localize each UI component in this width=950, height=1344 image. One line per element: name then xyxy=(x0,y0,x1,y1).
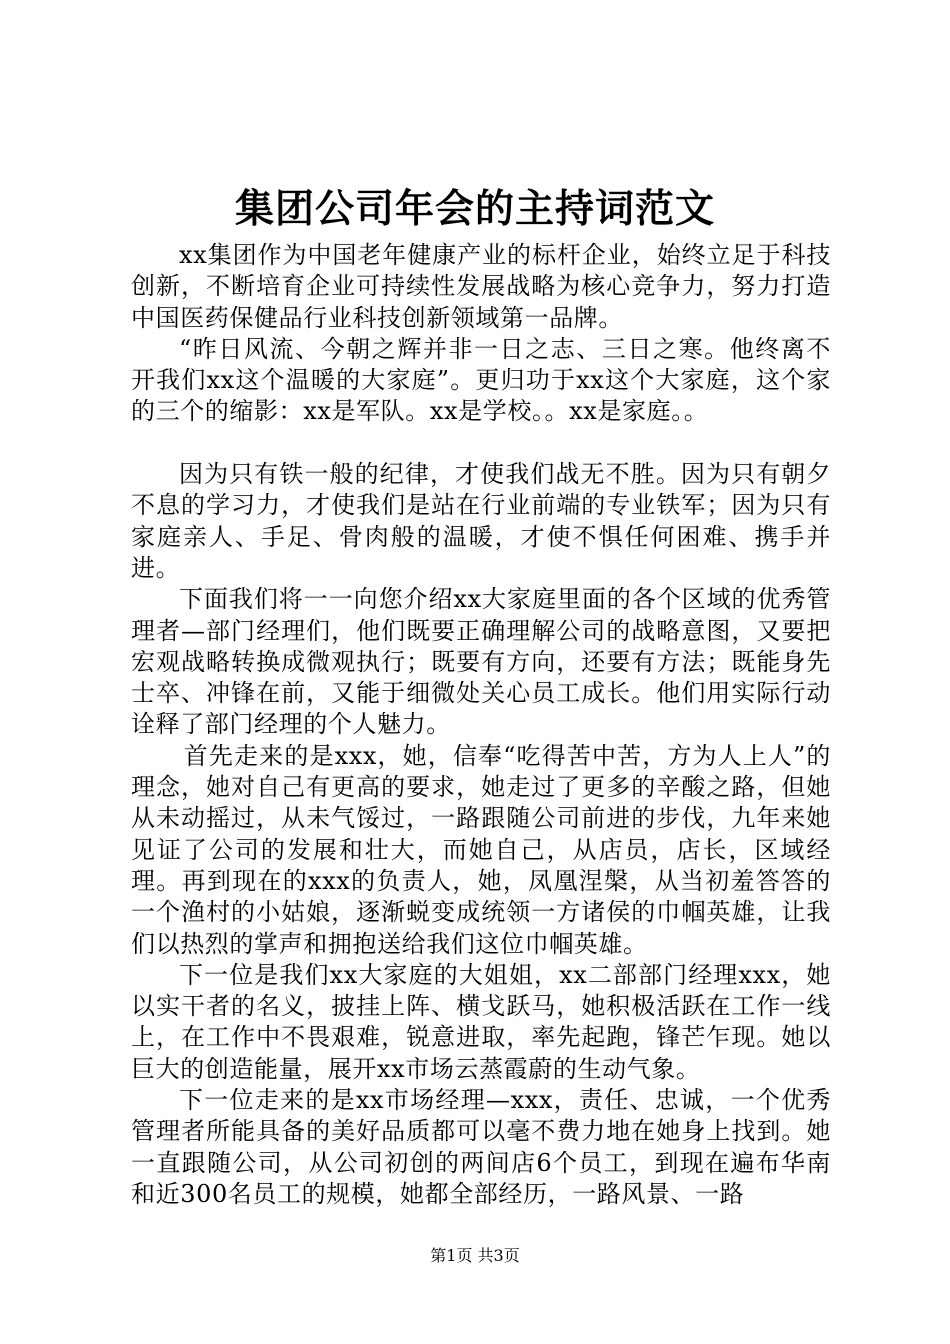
page-number-footer: 第1页 共3页 xyxy=(430,1246,520,1265)
paragraph-quote: “昨日风流、今朝之辉并非一日之志、三日之寒。他终离不开我们xx这个温暖的大家庭”。更归功于xx这个大家庭，这个家的三个的缩影：xx是军队。xx是学校。。xx是家庭。。 xyxy=(131,334,831,426)
blank-line xyxy=(131,428,831,459)
paragraph-first-manager: 首先走来的是xxx，她，信奉“吃得苦中苦，方为人上人”的理念，她对自己有更高的要求，她走过了更多的辛酸之路，但她从未动摇过，从未气馁过，一路跟随公司前进的步伐，九年来她见证了公司的发展和壮大，而她自己，从店员，店长，区域经理。再到现在的xxx的负责人，她，凤凰涅槃，从当初羞答答的一个渔村的小姑娘，逐渐蜕变成统领一方诸侯的巾帼英雄，让我们以热烈的掌声和拥抱送给我们这位巾帼英雄。 xyxy=(131,741,831,958)
paragraph-discipline: 因为只有铁一般的纪律，才使我们战无不胜。因为只有朝夕不息的学习力，才使我们是站在行业前端的专业铁军；因为只有家庭亲人、手足、骨肉般的温暖，才使不惧任何困难、携手并进。 xyxy=(131,460,831,582)
document-title: 集团公司年会的主持词范文 xyxy=(234,186,715,232)
paragraph-second-manager: 下一位是我们xx大家庭的大姐姐，xx二部部门经理xxx，她以实干者的名义，披挂上阵、横戈跃马，她积极活跃在工作一线上，在工作中不畏艰难，锐意进取，率先起跑，锋芒乍现。她以巨大的创造能量，展开xx市场云蒸霞蔚的生动气象。 xyxy=(131,960,831,1083)
paragraph-intro: xx集团作为中国老年健康产业的标杆企业，始终立足于科技创新，不断培育企业可持续性发展战略为核心竞争力，努力打造中国医药保健品行业科技创新领域第一品牌。 xyxy=(131,241,831,332)
document-body xyxy=(131,240,831,1210)
paragraph-managers-intro: 下面我们将一一向您介绍xx大家庭里面的各个区域的优秀管理者—部门经理们，他们既要正确理解公司的战略意图，又要把宏观战略转换成微观执行；既要有方向，还要有方法；既能身先士卒、冲锋在前，又能于细微处关心员工成长。他们用实际行动诠释了部门经理的个人魅力。 xyxy=(131,585,831,739)
paragraph-third-manager: 下一位走来的是xx市场经理—xxx，责任、忠诚，一个优秀管理者所能具备的美好品质都可以毫不费力地在她身上找到。她一直跟随公司，从公司初创的两间店6个员工，到现在遍布华南和近300名员工的规模，她都全部经历，一路风景、一路 xyxy=(131,1086,831,1208)
